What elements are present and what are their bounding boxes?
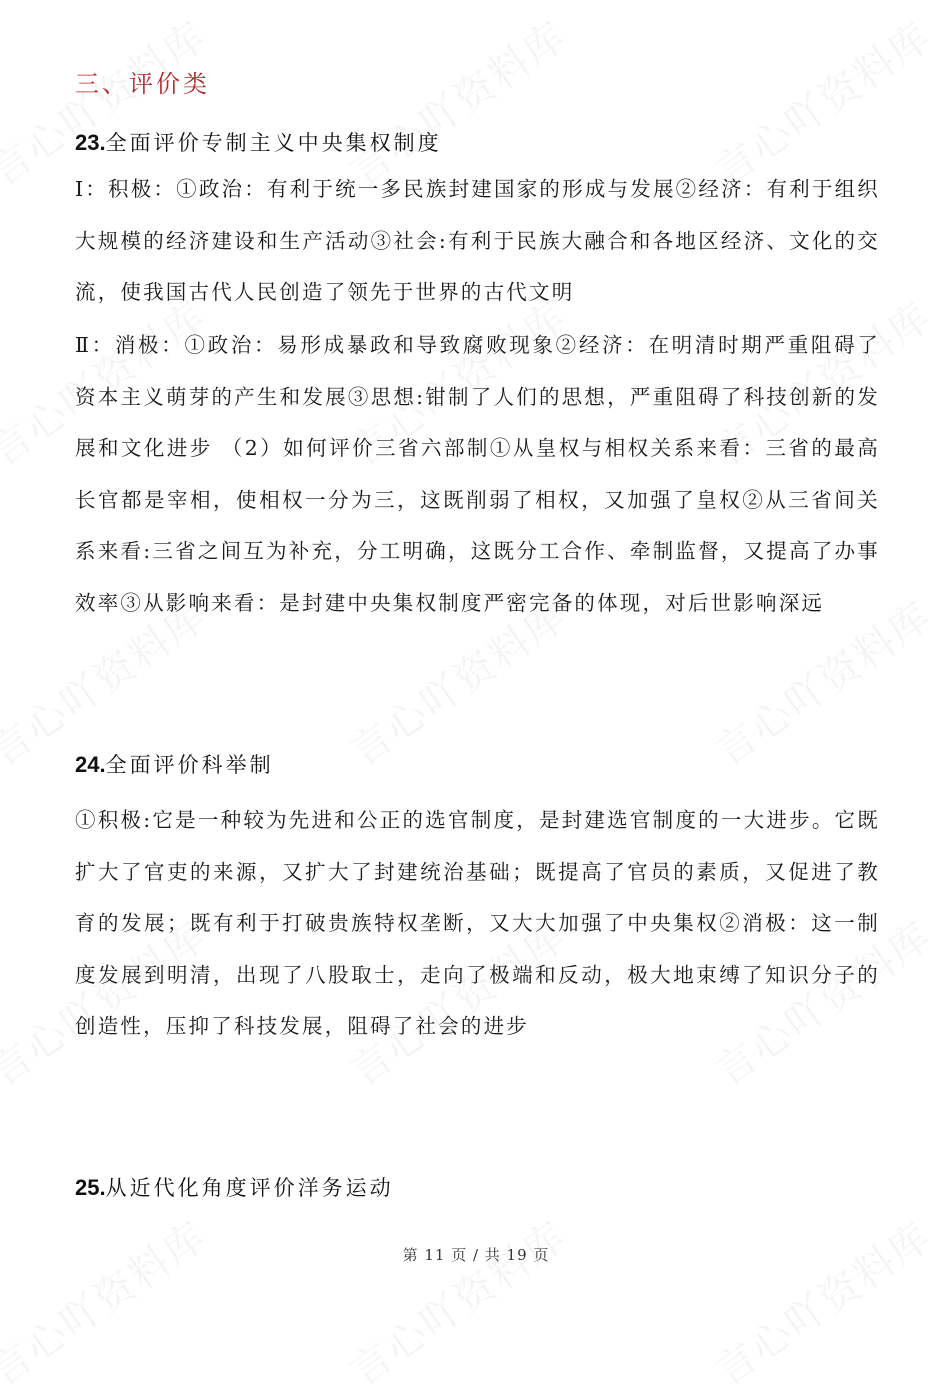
watermark: [702, 1206, 941, 1397]
question-title-text: 从近代化角度评价洋务运动: [105, 1176, 394, 1200]
section-title: 三、评价类: [75, 70, 210, 98]
watermark: [0, 1206, 216, 1397]
question-25-title: [75, 1172, 394, 1202]
question-number: 25.: [75, 1175, 106, 1200]
question-23-paragraph-positive: Ⅰ：积极：①政治：有利于统一多民族封建国家的形成与发展②经济：有利于组织大规模的经济建设和生产活动③社会:有利于民族大融合和各地区经济、文化的交流，使我国古代人民创造了领先于世界的古代文明: [75, 177, 880, 304]
question-number: 23.: [75, 130, 106, 155]
question-23-title: [75, 127, 442, 157]
question-title-text: 全面评价专制主义中央集权制度: [105, 131, 442, 155]
question-24-paragraph: ①积极:它是一种较为先进和公正的选官制度，是封建选官制度的一大进步。它既扩大了官吏的来源，又扩大了封建统治基础；既提高了官员的素质，又促进了教育的发展；既有利于打破贵族特权垄断，又大大加强了中央集权②消极：这一制度发展到明清，出现了八股取士，走向了极端和反动，极大地束缚了知识分子的创造性，压抑了科技发展，阻碍了社会的进步: [75, 808, 880, 1038]
question-23-paragraph-negative: Ⅱ：消极：①政治：易形成暴政和导致腐败现象②经济：在明清时期严重阻碍了资本主义萌芽的产生和发展③思想:钳制了人们的思想，严重阻碍了科技创新的发展和文化进步 （2）如何评价三省六部制①从皇权与相权关系来看：三省的最高长官都是宰相，使相权一分为三，这既削弱了相权，又加强了皇权②从三省间关系来看:三省之间互为补充，分工明确，这既分工合作、牵制监督，又提高了办事效率③从影响来看：是封建中央集权制度严密完备的体现，对后世影响深远: [75, 333, 880, 615]
question-number: 24.: [75, 752, 106, 777]
page-footer: 第 11 页 / 共 19 页: [402, 1246, 550, 1264]
question-24-title: [75, 749, 274, 779]
question-title-text: 全面评价科举制: [105, 753, 274, 777]
watermark: [337, 1206, 576, 1397]
